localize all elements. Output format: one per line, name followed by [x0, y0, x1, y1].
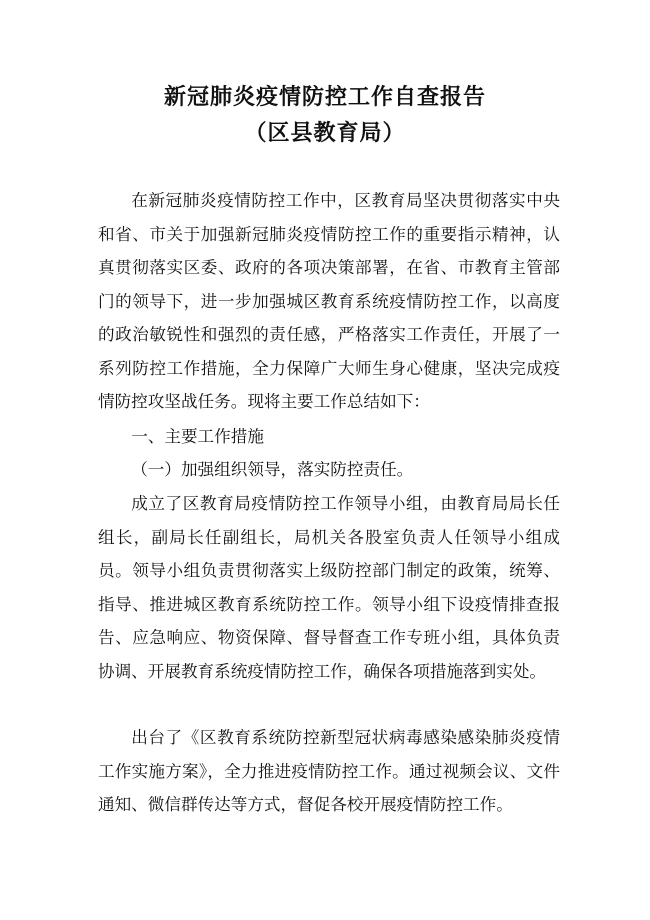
intro-paragraph: 在新冠肺炎疫情防控工作中，区教育局坚决贯彻落实中央和省、市关于加强新冠肺炎疫情防控工作的重要指示精神，认真贯彻落实区委、政府的各项决策部署，在省、市教育主管部门的领导下，进一步加强城区教育系统疫情防控工作，以高度的政治敏锐性和强烈的责任感，严格落实工作责任，开展了一系列防控工作措施，全力保障广大师生身心健康，坚决完成疫情防控攻坚战任务。现将主要工作总结如下：	[98, 191, 560, 411]
subsection-heading: （一）加强组织领导，落实防控责任。	[131, 460, 414, 479]
document-title: 新冠肺炎疫情防控工作自查报告	[163, 84, 486, 110]
document-subtitle: （区县教育局）	[244, 120, 406, 146]
body-paragraph-2: 出台了《区教育系统防控新型冠状病毒感染感染肺炎疫情工作实施方案》，全力推进疫情防控工作。通过视频会议、文件通知、微信群传达等方式，督促各校开展疫情防控工作。	[98, 728, 560, 814]
body-paragraph-1: 成立了区教育局疫情防控工作领导小组，由教育局局长任组长，副局长任副组长，局机关各股室负责人任领导小组成员。领导小组负责贯彻落实上级防控部门制定的政策，统筹、指导、推进城区教育系统防控工作。领导小组下设疫情排查报告、应急响应、物资保障、督导督查工作专班小组，具体负责协调、开展教育系统疫情防控工作，确保各项措施落到实处。	[98, 494, 560, 681]
section-heading: 一、主要工作措施	[131, 427, 264, 446]
